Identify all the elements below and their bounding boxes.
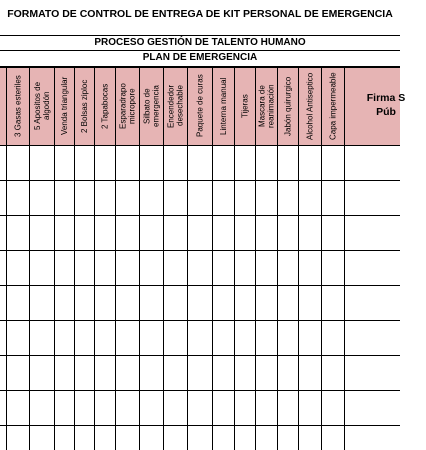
table-cell[interactable] [55,426,74,450]
table-cell[interactable] [30,391,54,425]
table-cell[interactable] [188,286,212,320]
table-cell[interactable] [213,216,234,250]
table-cell[interactable] [7,426,29,450]
table-cell[interactable] [256,391,277,425]
table-cell[interactable] [164,181,187,215]
table-cell[interactable] [116,391,139,425]
table-cell[interactable] [140,146,163,180]
table-cell[interactable] [345,216,400,250]
table-cell[interactable] [322,356,344,390]
table-cell[interactable] [213,146,234,180]
table-cell[interactable] [213,286,234,320]
column-header: Silbato de emergencia [142,85,161,127]
table-cell[interactable] [95,251,115,285]
table-cell[interactable] [188,356,212,390]
table-cell[interactable] [188,426,212,450]
table-cell[interactable] [299,286,321,320]
table-cell[interactable] [95,356,115,390]
table-cell[interactable] [278,216,298,250]
table-cell[interactable] [299,321,321,355]
table-cell[interactable] [235,146,255,180]
table-cell[interactable] [30,321,54,355]
table-cell[interactable] [95,181,115,215]
table-cell[interactable] [213,251,234,285]
table-cell[interactable] [116,286,139,320]
table-cell[interactable] [188,146,212,180]
table-cell[interactable] [30,216,54,250]
table-cell[interactable] [235,391,255,425]
table-cell[interactable] [322,426,344,450]
table-cell[interactable] [256,426,277,450]
signature-header-line-2: Púb [376,106,396,118]
table-cell[interactable] [213,391,234,425]
table-cell[interactable] [322,251,344,285]
table-cell[interactable] [345,251,400,285]
table-cell[interactable] [278,391,298,425]
column-header: Paquete de curas [195,74,205,138]
table-cell[interactable] [256,181,277,215]
table-cell[interactable] [299,251,321,285]
table-cell[interactable] [164,251,187,285]
table-cell[interactable] [278,286,298,320]
table-cell[interactable] [116,356,139,390]
table-cell[interactable] [75,146,94,180]
table-cell[interactable] [188,321,212,355]
table-cell[interactable] [7,181,29,215]
table-cell[interactable] [345,146,400,180]
table-cell[interactable] [55,251,74,285]
row-divider [0,67,400,68]
table-cell[interactable] [140,391,163,425]
table-cell[interactable] [278,251,298,285]
table-cell[interactable] [235,321,255,355]
column-header: Linterna manual [219,77,228,135]
table-cell[interactable] [55,391,74,425]
table-cell[interactable] [256,251,277,285]
column-header: Alcohol Antiseptico [305,72,315,140]
table-cell[interactable] [7,356,29,390]
table-cell[interactable] [188,391,212,425]
table-cell[interactable] [7,391,29,425]
table-cell[interactable] [140,426,163,450]
table-cell[interactable] [235,216,255,250]
table-cell[interactable] [140,356,163,390]
table-cell[interactable] [322,216,344,250]
table-cell[interactable] [164,391,187,425]
table-cell[interactable] [75,251,94,285]
table-cell[interactable] [7,216,29,250]
table-cell[interactable] [256,356,277,390]
column-header: Capa impermeable [328,72,338,140]
table-cell[interactable] [55,146,74,180]
table-cell[interactable] [30,286,54,320]
table-cell[interactable] [299,391,321,425]
table-cell[interactable] [164,146,187,180]
table-cell[interactable] [95,286,115,320]
table-cell[interactable] [256,146,277,180]
table-cell[interactable] [345,286,400,320]
table-cell[interactable] [55,216,74,250]
table-cell[interactable] [116,321,139,355]
table-cell[interactable] [30,181,54,215]
table-cell[interactable] [345,321,400,355]
table-cell[interactable] [299,426,321,450]
table-cell[interactable] [55,321,74,355]
table-cell[interactable] [140,251,163,285]
table-cell[interactable] [75,286,94,320]
column-header: 5 Apositos de algodón [33,81,51,131]
table-cell[interactable] [164,356,187,390]
column-header: 2 Tapabocas [100,83,110,129]
table-cell[interactable] [278,426,298,450]
table-cell[interactable] [75,216,94,250]
column-header: Tijeras [240,94,250,118]
table-cell[interactable] [30,356,54,390]
table-cell[interactable] [30,251,54,285]
table-cell[interactable] [164,216,187,250]
table-cell[interactable] [188,216,212,250]
table-cell[interactable] [116,426,139,450]
column-header: Venda triangular [60,76,69,136]
table-cell[interactable] [278,146,298,180]
table-cell[interactable] [116,216,139,250]
table-cell[interactable] [235,356,255,390]
table-cell[interactable] [322,321,344,355]
table-cell[interactable] [7,286,29,320]
table-cell[interactable] [299,146,321,180]
table-cell[interactable] [322,286,344,320]
table-cell[interactable] [30,146,54,180]
table-cell[interactable] [322,391,344,425]
table-cell[interactable] [164,426,187,450]
table-cell[interactable] [235,181,255,215]
column-header: Mascara de reanimación [257,84,276,128]
process-banner: PROCESO GESTIÓN DE TALENTO HUMANO [0,35,400,51]
signature-header-line-1: Firma S [366,92,406,104]
document-title: FORMATO DE CONTROL DE ENTREGA DE KIT PERSONAL DE EMERGENCIA [7,8,393,20]
table-cell[interactable] [345,181,400,215]
table-cell[interactable] [75,321,94,355]
table-cell[interactable] [116,146,139,180]
table-cell[interactable] [95,426,115,450]
table-cell[interactable] [164,321,187,355]
table-cell[interactable] [116,181,139,215]
table-cell[interactable] [235,286,255,320]
table-cell[interactable] [278,321,298,355]
table-cell[interactable] [256,321,277,355]
table-cell[interactable] [188,251,212,285]
table-cell[interactable] [55,181,74,215]
column-header: Esparadrapo micropore [118,83,137,129]
table-cell[interactable] [235,426,255,450]
plan-banner: PLAN DE EMERGENCIA [0,51,400,67]
table-cell[interactable] [322,181,344,215]
table-cell[interactable] [213,181,234,215]
table-cell[interactable] [7,146,29,180]
column-header: Encendedor desechable [166,84,185,128]
table-cell[interactable] [278,356,298,390]
table-cell[interactable] [164,286,187,320]
table-cell[interactable] [213,321,234,355]
table-cell[interactable] [7,321,29,355]
table-cell[interactable] [140,321,163,355]
table-cell[interactable] [95,146,115,180]
table-cell[interactable] [299,181,321,215]
table-cell[interactable] [55,356,74,390]
table-cell[interactable] [75,426,94,450]
table-cell[interactable] [95,216,115,250]
table-cell[interactable] [140,216,163,250]
column-header: 2 Bolsas ziploc [80,79,89,133]
table-cell[interactable] [140,181,163,215]
table-cell[interactable] [278,181,298,215]
table-cell[interactable] [256,286,277,320]
table-cell[interactable] [322,146,344,180]
table-cell[interactable] [7,251,29,285]
table-cell[interactable] [75,391,94,425]
table-cell[interactable] [256,216,277,250]
signature-column-header [346,91,426,119]
column-header: Jabón quirurgico [283,76,293,136]
table-cell[interactable] [55,286,74,320]
table-cell[interactable] [30,426,54,450]
table-cell[interactable] [213,426,234,450]
column-header: 3 Gasas esteriles [13,75,23,137]
table-cell[interactable] [345,426,400,450]
table-cell[interactable] [299,356,321,390]
table-cell[interactable] [188,181,212,215]
table-cell[interactable] [235,251,255,285]
table-cell[interactable] [140,286,163,320]
table-cell[interactable] [75,356,94,390]
table-cell[interactable] [345,391,400,425]
table-cell[interactable] [213,356,234,390]
table-cell[interactable] [95,321,115,355]
delivery-control-table [0,67,406,450]
table-cell[interactable] [345,356,400,390]
table-cell[interactable] [299,216,321,250]
table-cell[interactable] [95,391,115,425]
table-cell[interactable] [116,251,139,285]
table-cell[interactable] [75,181,94,215]
